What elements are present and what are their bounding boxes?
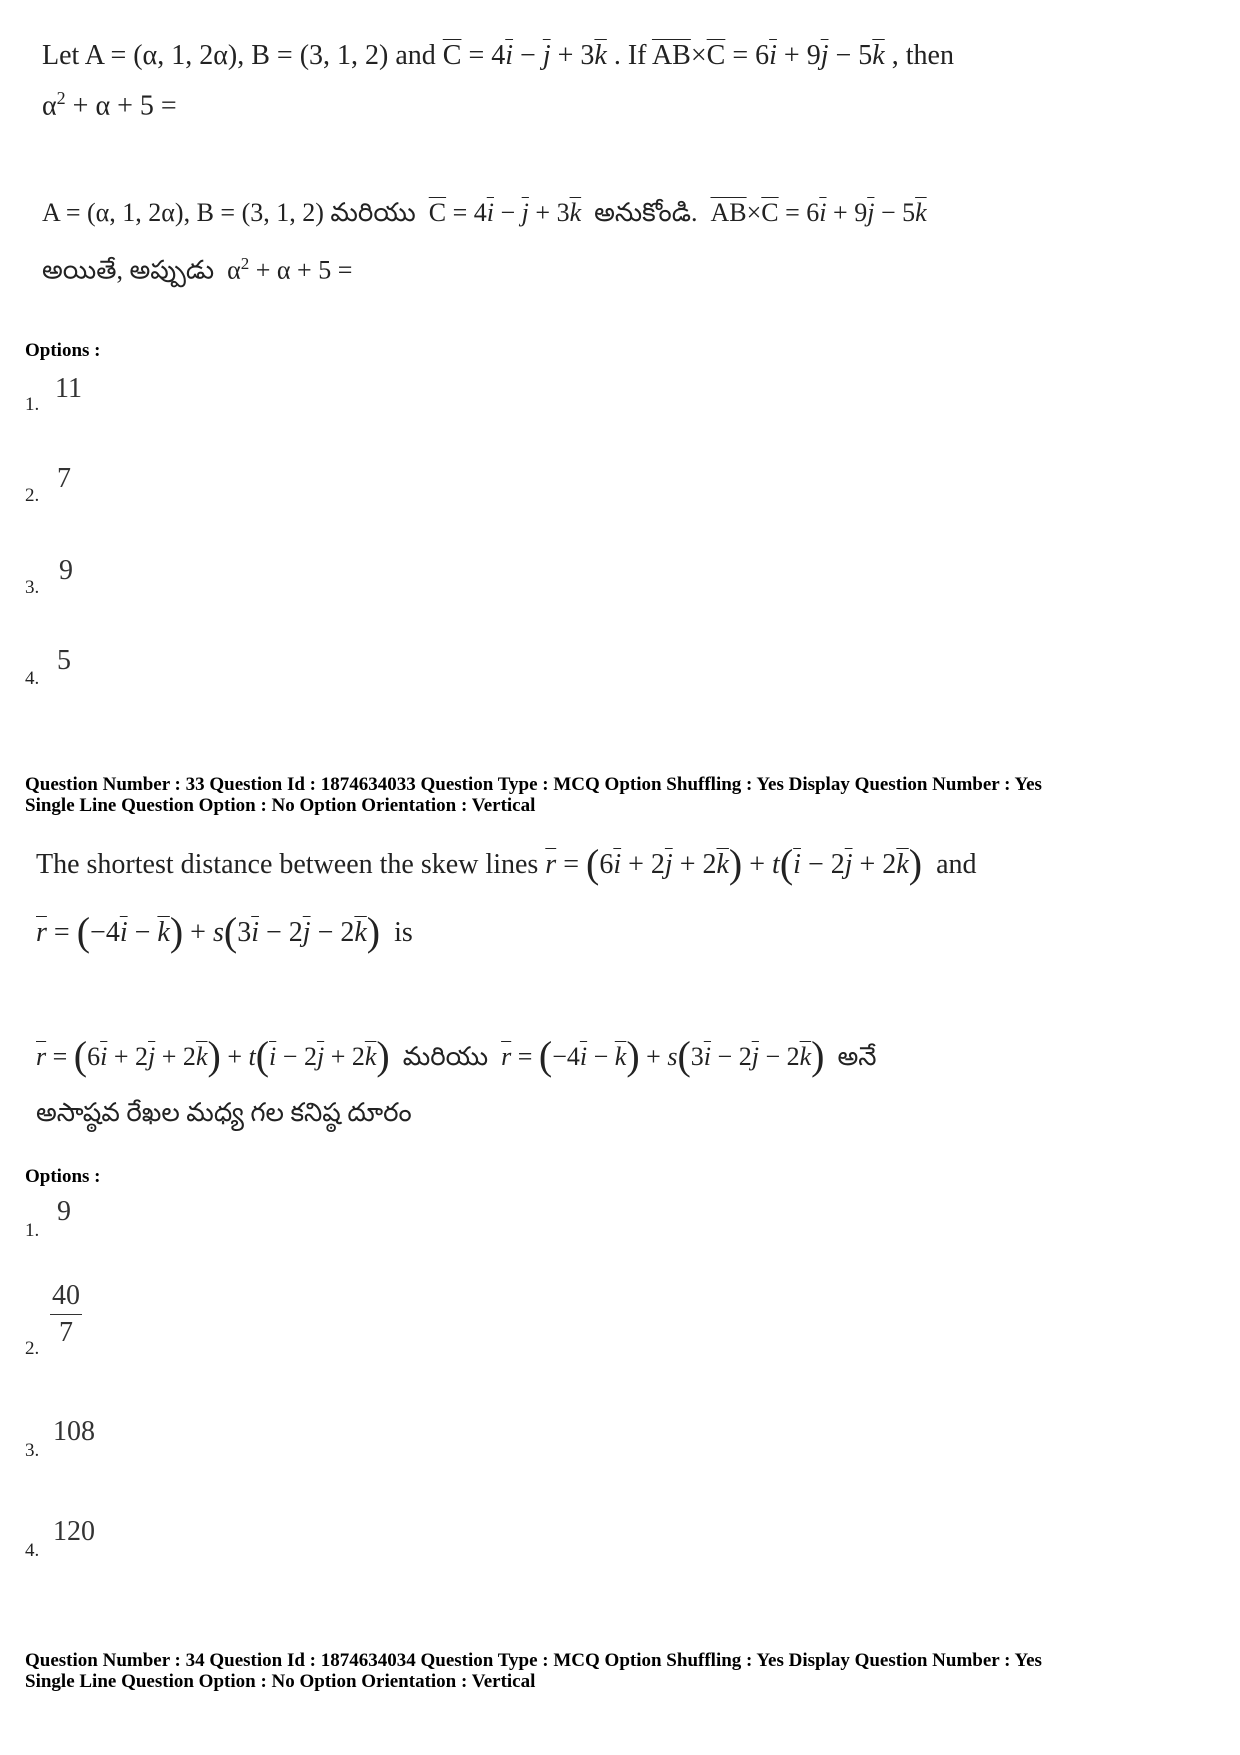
q33-option-2-numerator: 40 <box>50 1280 82 1315</box>
q32-option-4-number: 4. <box>25 668 40 689</box>
q33-option-2-number: 2. <box>25 1338 40 1359</box>
q32-english-line2: $\alpha^2 + \alpha + 5$ = <box>42 88 177 122</box>
q33-option-4-number: 4. <box>25 1540 40 1561</box>
q33-option-2-denominator: 7 <box>59 1317 73 1348</box>
q33-option-3-value[interactable]: 108 <box>53 1416 95 1447</box>
te-and: మరియు <box>330 198 416 227</box>
q33-telugu-line2: అసాష్ఠవ రేఖల మధ్య గల కనిష్ఠ దూరం <box>36 1098 412 1127</box>
q33-option-3-number: 3. <box>25 1440 40 1461</box>
q32-option-3-number: 3. <box>25 577 40 598</box>
te-suppose: అనుకోండి. <box>594 198 698 227</box>
q33-telugu-line1: $\overline{r} = (6\overline{i} + 2\overline{j} + 2\overline{k}) + t(\overline{i} - 2\overline{j} + 2\overline{k})$ మరియు $\overline{r} = (-4\overline{i} - \overline{k}) + s(3\overline{i} - 2\overline{j} - 2\overline{k})$ అనే <box>36 1033 877 1078</box>
q33-options-label: Options : <box>25 1166 101 1187</box>
q32-option-2-value[interactable]: 7 <box>57 463 71 494</box>
q33-option-1-number: 1. <box>25 1220 40 1241</box>
q32-english-line1: Let A = (α, 1, 2α), B = (3, 1, 2) and $\overline{C} = 4\overline{i} - \overline{j} + 3\overline{k}$ . If $\overline{AB}\times\overline{C} = 6\overline{i} + 9\overline{j} - 5\overline{k}$ , then <box>42 40 954 71</box>
q32-options-label: Options : <box>25 340 101 361</box>
q33-option-1-value[interactable]: 9 <box>57 1196 71 1227</box>
q32-option-3-value[interactable]: 9 <box>59 555 73 586</box>
q33-meta-line2: Single Line Question Option : No Option Orientation : Vertical <box>25 795 536 816</box>
q33-option-2-fraction[interactable] <box>50 1280 82 1349</box>
q34-meta-line2: Single Line Question Option : No Option Orientation : Vertical <box>25 1671 536 1692</box>
vector-c: $\overline{C}$ <box>442 40 462 71</box>
q33-option-4-value[interactable]: 120 <box>53 1516 95 1547</box>
q32-option-1-value[interactable]: 11 <box>55 373 82 404</box>
q33-english-line2: $\overline{r} = (-4\overline{i} - \overline{k}) + s(3\overline{i} - 2\overline{j} - 2\overline{k})$ is <box>36 909 413 954</box>
q33-english-line1: The shortest distance between the skew lines $\overline{r} = (6\overline{i} + 2\overline{j} + 2\overline{k}) + t(\overline{i} - 2\overline{j} + 2\overline{k})$ and <box>36 841 977 886</box>
q34-meta-line1: Question Number : 34 Question Id : 1874634034 Question Type : MCQ Option Shuffling : Yes Display Question Number : Yes <box>25 1650 1042 1671</box>
te-ane: అనే <box>837 1042 877 1071</box>
q32-telugu-line2: అయితే, అప్పుడు $\alpha^2 + \alpha + 5$ = <box>42 254 353 285</box>
q32-option-2-number: 2. <box>25 485 40 506</box>
q33-meta-line1: Question Number : 33 Question Id : 1874634033 Question Type : MCQ Option Shuffling : Yes Display Question Number : Yes <box>25 774 1042 795</box>
vector-ab: $\overline{AB}$ <box>651 40 691 71</box>
q32-option-1-number: 1. <box>25 394 40 415</box>
te-then: అయితే, అప్పుడు <box>42 255 215 285</box>
q32-option-4-value[interactable]: 5 <box>57 645 71 676</box>
q32-eq-prefix: Let A = (α, 1, 2α), B = (3, 1, 2) and <box>42 40 443 71</box>
q32-telugu-line1: A = (α, 1, 2α), B = (3, 1, 2) మరియు $\overline{C} = 4\overline{i} - \overline{j} + 3\overline{k}$ అనుకోండి. $\overline{AB}\times\overline{C} = 6\overline{i} + 9\overline{j} - 5\overline{k}$ <box>42 198 927 227</box>
